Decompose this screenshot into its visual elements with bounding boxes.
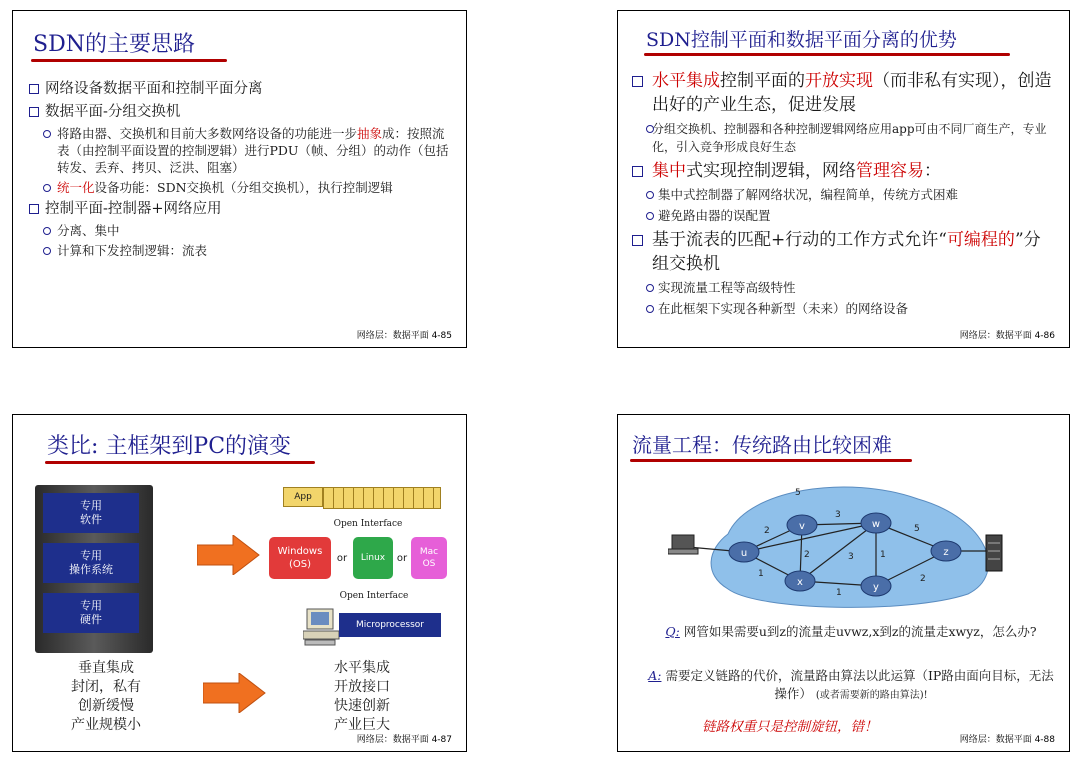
or-label: or bbox=[396, 552, 408, 564]
slide-4-85 bbox=[12, 10, 467, 348]
node-w: w bbox=[871, 519, 881, 530]
or-label: or bbox=[336, 552, 348, 564]
title-underline bbox=[31, 59, 227, 62]
mac-os-box: Mac OS bbox=[411, 537, 447, 579]
sub-bullet: 在此框架下实现各种新型（未来）的网络设备 bbox=[632, 300, 1057, 318]
app-box: App bbox=[283, 487, 323, 507]
slide-title: 流量工程：传统路由比较困难 bbox=[632, 433, 892, 457]
sub-bullet: 计算和下发控制逻辑：流表 bbox=[29, 242, 454, 259]
question-text: Q: 网管如果需要u到z的流量走uvwz,x到z的流量走xwyz，怎么办? bbox=[665, 624, 1037, 639]
edge-weight-wz: 5 bbox=[914, 524, 920, 534]
slide-footer: 网络层：数据平面 4-85 bbox=[356, 331, 452, 341]
bullet: 水平集成控制平面的开放实现（而非私有实现），创造出好的产业生态，促进发展 bbox=[632, 69, 1057, 117]
node-y: y bbox=[873, 582, 879, 593]
node-x: x bbox=[797, 577, 803, 588]
sub-bullet: 集中式控制器了解网络状况，编程简单，传统方式困难 bbox=[632, 186, 1057, 204]
sub-bullet: 避免路由器的误配置 bbox=[632, 207, 1057, 225]
sub-bullet: 统一化设备功能：SDN交换机（分组交换机），执行控制逻辑 bbox=[29, 179, 454, 196]
slide-footer: 网络层：数据平面 4-86 bbox=[959, 331, 1055, 341]
edge-weight-ux: 1 bbox=[758, 569, 764, 579]
edge-weight-uw: 5 bbox=[795, 488, 801, 498]
title-underline bbox=[644, 53, 1010, 56]
slide-4-87 bbox=[12, 414, 467, 752]
pc-traits: 水平集成 开放接口 快速创新 产业巨大 bbox=[334, 660, 390, 733]
slide-title: SDN控制平面和数据平面分离的优势 bbox=[646, 29, 957, 51]
server-icon bbox=[986, 535, 1002, 571]
arrow-right-icon bbox=[197, 535, 261, 575]
slide-footer: 网络层：数据平面 4-87 bbox=[356, 735, 452, 745]
slide-title: 类比: 主框架到PC的演变 bbox=[47, 434, 292, 459]
edge-weight-vx: 2 bbox=[804, 550, 810, 560]
edge-weight-xy: 1 bbox=[836, 588, 842, 598]
bullet: 集中式实现控制逻辑，网络管理容易： bbox=[632, 159, 1057, 183]
open-interface-label: Open Interface bbox=[333, 519, 403, 529]
bullet-list bbox=[29, 79, 454, 262]
sub-bullet: 将路由器、交换机和目前大多数网络设备的功能进一步抽象成：按照流表（由控制平面设置的控制逻辑）进行PDU（帧、分组）的动作（包括转发、丢弃、拷贝、泛洪、阻塞） bbox=[29, 125, 454, 176]
laptop-icon bbox=[668, 535, 698, 554]
title-underline bbox=[45, 461, 315, 464]
sub-bullet: 分离、集中 bbox=[29, 222, 454, 239]
arrow-right-icon bbox=[203, 673, 267, 713]
bullet: 控制平面-控制器+网络应用 bbox=[29, 199, 454, 219]
edge-weight-vw: 3 bbox=[835, 510, 841, 520]
edge-weight-yz: 2 bbox=[920, 574, 926, 584]
stack-os: 专用 操作系统 bbox=[43, 543, 139, 583]
open-interface-label: Open Interface bbox=[339, 591, 409, 601]
edge-weight-xw: 3 bbox=[848, 552, 854, 562]
network-graph bbox=[668, 479, 1008, 609]
slide-4-88 bbox=[617, 414, 1070, 752]
stack-software: 专用 软件 bbox=[43, 493, 139, 533]
microprocessor-box: Microprocessor bbox=[339, 613, 441, 637]
edge-weight-uv: 2 bbox=[764, 526, 770, 536]
bullet: 网络设备数据平面和控制平面分离 bbox=[29, 79, 454, 99]
slide-4-86 bbox=[617, 10, 1070, 348]
bullet: 数据平面-分组交换机 bbox=[29, 102, 454, 122]
title-underline bbox=[630, 459, 912, 462]
sub-bullet: 实现流量工程等高级特性 bbox=[632, 279, 1057, 297]
windows-os-box: Windows (OS) bbox=[269, 537, 331, 579]
linux-os-box: Linux bbox=[353, 537, 393, 579]
red-note: 链路权重只是控制旋钮，错！ bbox=[702, 719, 878, 735]
edge-weight-wy: 1 bbox=[880, 550, 886, 560]
slide-title: SDN的主要思路 bbox=[33, 32, 195, 57]
app-slots bbox=[323, 487, 441, 509]
stack-hardware: 专用 硬件 bbox=[43, 593, 139, 633]
bullet: 基于流表的匹配+行动的工作方式允许“可编程的”分组交换机 bbox=[632, 228, 1057, 276]
slide-footer: 网络层：数据平面 4-88 bbox=[959, 735, 1055, 745]
sub-bullet: 分组交换机、控制器和各种控制逻辑网络应用app可由不同厂商生产，专业化，引入竞争形成良好生态 bbox=[632, 120, 1057, 156]
bullet-list bbox=[632, 69, 1057, 321]
node-v: v bbox=[799, 521, 805, 532]
answer-text: A: 需要定义链路的代价，流量路由算法以此运算（IP路由面向目标，无法操作） (或者需要新的路由算法)! bbox=[648, 668, 1054, 701]
mainframe-traits: 垂直集成 封闭，私有 创新缓慢 产业规模小 bbox=[71, 660, 141, 733]
node-z: z bbox=[943, 547, 949, 558]
node-u: u bbox=[740, 548, 748, 559]
